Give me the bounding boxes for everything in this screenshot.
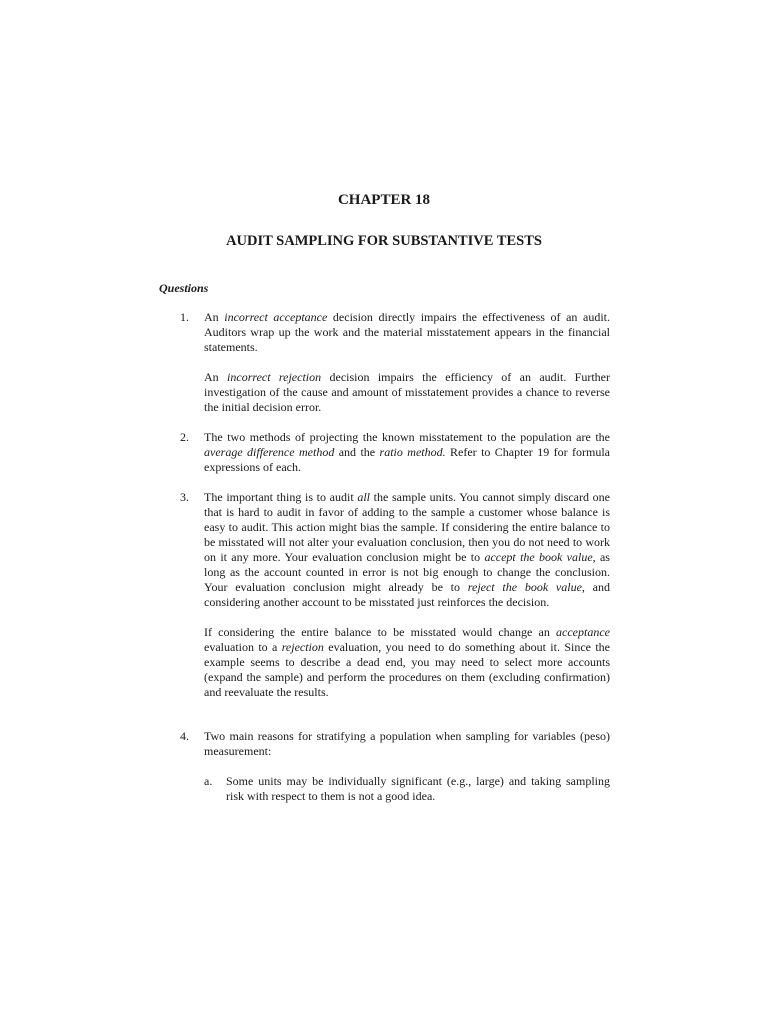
- paragraph: [204, 430, 610, 475]
- text-run: evaluation to a: [204, 640, 282, 654]
- text-run: If considering the entire balance to be misstated would change an: [204, 625, 557, 639]
- text-run: The two methods of projecting the known misstatement to the population are the: [204, 430, 610, 444]
- paragraph: [204, 490, 610, 610]
- sub-item-text: Some units may be individually significant (e.g., large) and taking sampling risk with respect to them is not a good idea.: [226, 774, 610, 803]
- question-body: [204, 430, 610, 475]
- emphasis: acceptance: [556, 625, 610, 639]
- question-1: [180, 310, 610, 415]
- question-body: [204, 729, 610, 804]
- text-run: and the: [334, 445, 380, 459]
- question-3: [180, 490, 610, 700]
- text-run: , as long as the account counted in error is not big enough to change the conclusion. Your evaluation conclusion might already be to: [204, 550, 610, 594]
- emphasis: ratio method.: [379, 445, 446, 459]
- question-4: [180, 729, 610, 804]
- question-number: 1.: [180, 310, 189, 324]
- question-number: 2.: [180, 430, 189, 444]
- question-body: [204, 490, 610, 700]
- sub-item-letter: a.: [204, 774, 213, 788]
- text-run: decision directly impairs the effectiveness of an audit. Auditors wrap up the work and the material misstatement appears in the financial statements.: [204, 310, 610, 354]
- paragraph: [204, 370, 610, 415]
- questions-heading: Questions: [159, 281, 209, 295]
- text-run: decision impairs the efficiency of an audit. Further investigation of the cause and amount of misstatement provides a chance to reverse the initial decision error.: [204, 370, 611, 414]
- emphasis: incorrect rejection: [227, 370, 322, 384]
- text-run: An: [204, 370, 228, 384]
- emphasis: reject the book value: [467, 580, 582, 594]
- emphasis: average difference method: [204, 445, 335, 459]
- text-run: The important thing is to audit: [204, 490, 358, 504]
- emphasis: incorrect acceptance: [224, 310, 328, 324]
- question-body: [204, 310, 610, 415]
- chapter-label: CHAPTER 18: [337, 192, 431, 208]
- question-2: [180, 430, 610, 475]
- chapter-title: AUDIT SAMPLING FOR SUBSTANTIVE TESTS: [226, 233, 542, 249]
- text-run: Refer to Chapter 19 for formula expressions of each.: [204, 445, 610, 474]
- text-run: evaluation, you need to do something about it. Since the example seems to describe a dead end, you may need to select more accounts (expand the sample) and perform the procedures on them (excluding confirmation) and reevaluate the results.: [204, 640, 610, 699]
- paragraph: Two main reasons for stratifying a population when sampling for variables (peso) measurement:: [204, 729, 610, 758]
- emphasis: all: [357, 490, 370, 504]
- emphasis: accept the book value: [484, 550, 593, 564]
- question-number: 3.: [180, 490, 189, 504]
- text-run: An: [204, 310, 225, 324]
- paragraph: [204, 310, 610, 355]
- sub-item-a: [204, 774, 610, 804]
- text-run: the sample units. You cannot simply discard one that is hard to audit in favor of adding to the sample a customer whose balance is easy to audit. This action might bias the sample. If considering the entire balance to be misstated will not alter your evaluation conclusion, then you do not need to work on it any more. Your evaluation conclusion might be to: [204, 490, 610, 564]
- text-run: , and considering another account to be misstated just reinforces the decision.: [204, 580, 610, 609]
- emphasis: rejection: [281, 640, 324, 654]
- question-number: 4.: [180, 729, 189, 743]
- paragraph: [204, 625, 610, 700]
